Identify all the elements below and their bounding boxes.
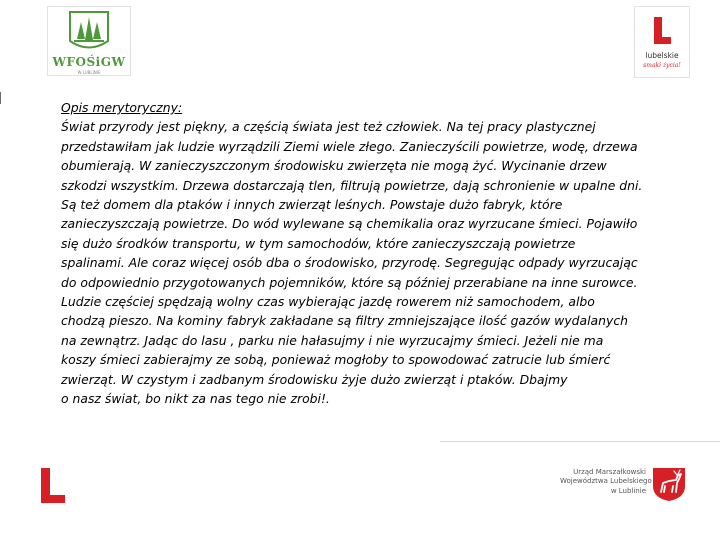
lubelskie-logo-name: lubelskie (645, 51, 679, 60)
wfosigw-logo-text: WFOŚiGW (52, 55, 126, 69)
description-line: spalinami. Ale coraz więcej osób dba o środowisko, przyrodę. Segregując odpady wyrzucając (61, 255, 638, 271)
description-line: chodzą pieszo. Na kominy fabryk zakładane są filtry zmniejszające ilość gazów wydalanych (61, 313, 628, 329)
description-line: przedstawiłam jak ludzie wyrządzili Ziemi wiele złego. Zanieczyścili powietrze, wodę, drzewa (61, 138, 638, 154)
description-line: na zewnątrz. Jadąc do lasu , parku nie hałasujmy i nie wyrzucajmy śmieci. Jeżeli nie ma (61, 332, 604, 348)
urzad-logo-text (560, 468, 652, 496)
description-text-block (61, 98, 681, 409)
description-line: zanieczyszczają powietrze. Do wód wylewane są chemikalia oraz wyrzucane śmieci. Pojawiło (61, 216, 638, 232)
description-line: o nasz świat, bo nikt za nas tego nie zrobi!. (61, 391, 330, 407)
description-line: szkodzi wszystkim. Drzewa dostarczają tlen, filtrują powietrze, dają schronienie w upalne dni. (61, 177, 643, 193)
urzad-line: Urząd Marszałkowski (573, 468, 646, 476)
lubelskie-l-footer-icon (38, 466, 68, 504)
description-line: Ludzie częściej spędzają wolny czas wybierając jazdę rowerem niż samochodem, albo (61, 294, 595, 310)
left-edge-divider (0, 92, 1, 104)
tree-emblem-icon (48, 7, 130, 55)
description-line: się dużo środków transportu, w tym samochodów, które zanieczyszczają powietrze (61, 235, 576, 251)
description-line: zwierząt. W czystym i zadbanym środowisku żyje dużo zwierząt i ptaków. Dbajmy (61, 371, 568, 387)
description-line: Świat przyrody jest piękny, a częścią świata jest też człowiek. Na tej pracy plastycznej (61, 119, 596, 135)
urzad-marszalkowski-logo (560, 466, 700, 506)
wfosigw-logo-subtext: W LUBLINIE (77, 70, 101, 75)
description-line: obumierają. W zanieczyszczonym środowisku zwierzęta nie mogą żyć. Wycinanie drzew (61, 158, 607, 174)
description-heading: Opis merytoryczny: (61, 100, 183, 115)
urzad-line: w Lublinie (610, 486, 646, 495)
lubelskie-l-icon (635, 7, 689, 49)
description-line: koszy śmieci zabierajmy ze sobą, ponieważ mogłoby to spowodować zatrucie lub śmierć (61, 352, 611, 368)
footer-separator (440, 441, 720, 442)
lubelskie-logo-tagline: smaki życia! (643, 62, 681, 69)
wfosigw-logo (47, 6, 131, 76)
description-line: Są też domem dla ptaków i innych zwierząt leśnych. Powstaje dużo fabryk, które (61, 197, 563, 213)
lubelskie-logo (634, 6, 690, 78)
description-line: do odpowiednio przygotowanych pojemników, które są później przerabiane na inne surowce. (61, 274, 638, 290)
deer-crest-icon (650, 466, 688, 502)
urzad-line: Województwa Lubelskiego (560, 477, 652, 486)
